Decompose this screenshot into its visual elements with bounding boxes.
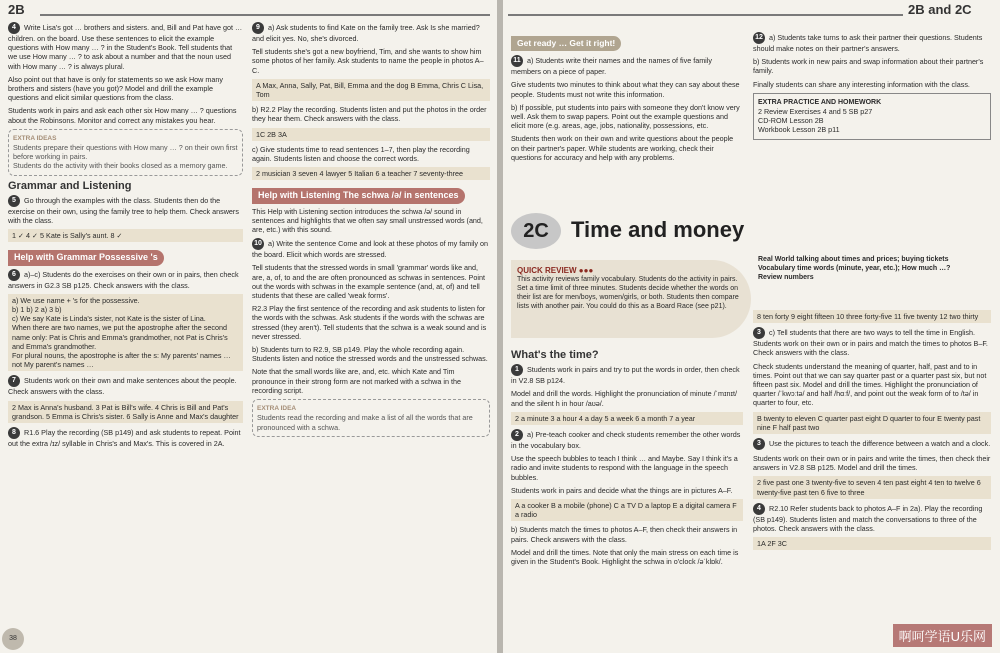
paragraph: R2.3 Play the first sentence of the recording and ask students to listen for the words with the schwas. Ask students if the words with the schwas are stressed (they aren't). Tell students that the schwa is a weak sound and is never stressed. — [252, 304, 487, 341]
step-text: R1.6 Play the recording (SB p149) and ask students to repeat. Point out the extra /ɪz/ syllable in Chris's and Max's. This is covered in 2A. — [8, 428, 241, 449]
answer-box: B twenty to eleven C quarter past eight D quarter to four E twenty past nine F half past two — [753, 412, 991, 434]
step-text: Use the pictures to teach the difference between a watch and a clock. — [769, 438, 991, 448]
left-page — [0, 0, 497, 653]
paragraph: Model and drill the times. Note that only the main stress on each time is given in the Student's Book. Highlight the schwa in o'clock /əˈklɒk/. — [511, 547, 739, 567]
practice-item: 2 Review Exercises 4 and 5 SB p27 — [758, 107, 873, 117]
extra-idea: Students read the recording and make a list of all the words that are pronounced with a schwa. — [257, 413, 473, 432]
help-with-listening-tab: Help with Listening The schwa /ə/ in sentences — [252, 188, 465, 203]
paragraph: This Help with Listening section introduces the schwa /ə/ sound in sentences and highlights that we often say small unstressed words (and, are, etc.) with this sound. — [252, 206, 483, 235]
quick-review-heading: QUICK REVIEW ●●● — [517, 266, 594, 275]
step-number: 4 — [8, 22, 20, 34]
step-number: 3 — [753, 438, 765, 450]
step-text: a) Students write their names and the names of five family members on a piece of paper. — [511, 56, 712, 77]
extra-idea-heading: EXTRA IDEA — [257, 405, 297, 413]
get-ready-tab: Get ready … Get it right! — [511, 36, 621, 51]
paragraph: Students work on their own or in pairs and write the times, then check their answers in V2.8 SB p125. Model and drill the times. — [753, 454, 991, 473]
step-number: 4 — [753, 503, 765, 515]
paragraph: Students work in pairs and ask each other six How many … ? questions about the Robinsons. Monitor and correct any mistakes you hear. — [8, 106, 237, 125]
step-number: 3 — [753, 327, 765, 339]
paragraph: Finally students can share any interesting information with the class. — [753, 79, 970, 89]
watermark: 啊呵学语U乐网 — [893, 624, 992, 647]
lesson-title: Time and money — [571, 217, 745, 242]
help-with-grammar-tab: Help with Grammar Possessive 's — [8, 250, 164, 265]
paragraph: Also point out that have is only for statements so we ask How many brothers and sisters (have you got)? Model and drill the example questions and elicit similar questions from the class. — [8, 74, 223, 103]
answer-box: 2 a minute 3 a hour 4 a day 5 a week 6 a month 7 a year — [511, 412, 743, 425]
paragraph: Students then work on their own and write questions about the people on their partner's paper. While students are working, check their questions for accuracy and help with any problems. — [511, 134, 734, 162]
paragraph: b) If possible, put students into pairs with someone they don't know very well. Ask them to swap papers. Point out the example questions and elicit more (e.g. areas, age, jobs, nationality, possessions, etc. — [511, 102, 740, 131]
paragraph: Model and drill the words. Highlight the pronunciation of minute /ˈmɪnɪt/ and the silent h in hour /aʊə/. — [511, 389, 738, 408]
extra-ideas-heading: EXTRA IDEAS — [13, 134, 57, 142]
step-text: c) Tell students that there are two ways to tell the time in English. Students work on their own or in pairs and match the times to photos B–F. Check answers with the class. — [753, 328, 988, 358]
quick-review-text: This activity reviews family vocabulary. Students do the activity in pairs. Set a time limit of three minutes. Students decide whether the words on their list are for men/boys, women/girls, or both. Students then compare lists with another pair. You could do this as a Board Race (see p21). — [517, 276, 739, 310]
step-text: a)–c) Students do the exercises on their own or in pairs, then check answers in G2.3 SB p125. Check answers with the class. — [8, 269, 239, 290]
step-number: 2 — [511, 429, 523, 441]
step-number: 12 — [753, 32, 765, 44]
answer-line: a) We use name + 's for the possessive. — [12, 295, 140, 305]
paragraph: Use the speech bubbles to teach I think … and Maybe. Say I think it's a radio and invite students to respond with the language in the speech bubbles. — [511, 454, 738, 482]
paragraph: b) Students match the times to photos A–F, then check their answers in pairs. Check answers with the class. — [511, 525, 738, 544]
quick-review-box — [511, 260, 751, 338]
extra-idea: Students prepare their questions with How many … ? on their own first before working in pairs. — [13, 143, 238, 162]
page-number: 38 — [2, 628, 24, 650]
step-number: 5 — [8, 195, 20, 207]
answer-box: 2 musician 3 seven 4 lawyer 5 Italian 6 a teacher 7 seventy-three — [252, 167, 490, 180]
left-col-1 — [8, 22, 243, 632]
vocabulary-aim: Vocabulary time words (minute, year, etc.); How much …? — [758, 265, 951, 272]
paragraph: Tell students she's got a new boyfriend, Tim, and she wants to show him some photos of her family. Ask students to name the people in photos A–C. — [252, 47, 484, 75]
step-number: 10 — [252, 238, 264, 250]
left-page-label: 2B — [8, 2, 25, 17]
extra-practice-heading: EXTRA PRACTICE AND HOMEWORK — [758, 98, 882, 106]
step-text: Write Lisa's got … brothers and sisters. and, Bill and Pat have got … children. on the board. Use these sentences to elicit the example questions with How many … ? in the Student's Book. Tell students that we use How many … ? to ask about a number and that the noun used with How many … ? is always plural. — [8, 22, 243, 71]
real-world-aim: Real World talking about times and prices; buying tickets — [758, 256, 949, 263]
extra-ideas-box — [8, 129, 243, 176]
step-number: 11 — [511, 55, 523, 67]
section-heading: What's the time? — [511, 349, 599, 361]
extra-idea: Students do the activity with their books closed as a memory game. — [13, 161, 228, 171]
right-page-label: 2B and 2C — [908, 2, 972, 17]
answer-box: 8 ten forty 9 eight fifteen 10 three forty-five 11 five twenty 12 two thirty — [753, 310, 991, 323]
paragraph: Students work in pairs and decide what the things are in pictures A–F. — [511, 485, 733, 495]
right-col-1 — [511, 36, 743, 206]
lesson-badge: 2C — [511, 213, 561, 249]
answer-box: A a cooker B a mobile (phone) C a TV D a laptop E a digital camera F a radio — [511, 499, 743, 521]
step-text: Students work in pairs and try to put the words in order, then check in V2.8 SB p124. — [511, 365, 740, 386]
left-col-2 — [252, 22, 490, 627]
step-text: Go through the examples with the class. Students then do the exercise on their own, using the family tree to help them. Check answers with the class. — [8, 195, 239, 226]
extra-practice-box — [753, 93, 991, 140]
lesson-aims — [758, 255, 990, 301]
practice-item: Workbook Lesson 2B p11 — [758, 125, 840, 135]
right-page — [503, 0, 1000, 653]
answer-line: c) We say Kate is Linda's sister, not Kate is the sister of Lina. — [12, 314, 206, 324]
answer-line: For plural nouns, the apostrophe is after the s: My parents' names … not My parent's names … — [12, 351, 231, 370]
paragraph: b) Students work in new pairs and swap information about their partner's family. — [753, 57, 984, 76]
lesson-header — [511, 213, 811, 253]
answer-box: A Max, Anna, Sally, Pat, Bill, Emma and the dog B Emma, Chris C Lisa, Tom — [252, 79, 490, 101]
right-col-4 — [753, 308, 991, 633]
answer-box: 2 five past one 3 twenty-five to seven 4 ten past eight 4 ten to twelve 6 twenty-five past ten 6 five to three — [753, 476, 991, 498]
extra-idea-box — [252, 399, 490, 437]
step-text: Students work on their own and make sentences about the people. Check answers with the class. — [8, 376, 237, 397]
paragraph: b) R2.2 Play the recording. Students listen and put the photos in the order they hear them. Check answers with the class. — [252, 105, 487, 124]
paragraph: Tell students that the stressed words in small 'grammar' words like and, are, a, of, to and the are often pronounced as schwas in sentences. Point out the words with schwas in the example sentence (and, at, of) and tell students that these are called 'weak forms'. — [252, 263, 485, 301]
answer-line: b) 1 b) 2 a) 3 b) — [12, 305, 62, 315]
right-col-2 — [753, 32, 991, 202]
step-number: 7 — [8, 375, 20, 387]
top-rule — [40, 14, 490, 16]
step-text: a) Pre-teach cooker and check students remember the other words in the vocabulary box. — [511, 429, 741, 451]
paragraph: Check students understand the meaning of quarter, half, past and to in times. Point out that we can say quarter past or a quarter past six, but not fifteen past six. Model and drill the times. Highlight the pronunciation of quarter /ˈkwɔːtə/ and half /hɑːf/, and point out the weak form of to /tə/ in quarter to four, etc. — [753, 361, 987, 408]
answer-box: 1 ✓ 4 ✓ 5 Kate is Sally's aunt. 8 ✓ — [8, 229, 243, 242]
review-aim: Review numbers — [758, 274, 814, 281]
answer-box: 1C 2B 3A — [252, 128, 490, 141]
paragraph: Give students two minutes to think about what they can say about these people. Students must not write this information. — [511, 80, 740, 99]
answer-box: 2 Max is Anna's husband. 3 Pat is Bill's wife. 4 Chris is Bill and Pat's grandson. 5 Emma is Chris's sister. 6 Sally is Anne and Max's daughter — [8, 401, 243, 423]
step-text: R2.10 Refer students back to photos A–F in 2a). Play the recording (SB p149). Students listen and match the conversations to three of the photos. Check answers with the class. — [753, 503, 983, 534]
step-number: 8 — [8, 427, 20, 439]
practice-item: CD-ROM Lesson 2B — [758, 116, 824, 126]
step-number: 6 — [8, 269, 20, 281]
answer-box: 1A 2F 3C — [753, 537, 991, 550]
paragraph: c) Give students time to read sentences 1–7, then play the recording again. Students listen and choose the correct words. — [252, 144, 470, 164]
right-col-3 — [511, 345, 743, 635]
step-number: 1 — [511, 364, 523, 376]
step-number: 9 — [252, 22, 264, 34]
paragraph: b) Students turn to R2.9, SB p149. Play the whole recording again. Students listen and notice the stressed words and the unstressed schwas. — [252, 345, 488, 364]
top-rule — [508, 14, 903, 16]
answer-line: When there are two names, we put the apostrophe after the second name only: Pat is Chris and Emma's grandmother, not Pat is Chris's and Emma's grandmother. — [12, 323, 228, 351]
step-text: a) Students take turns to ask their partner their questions. Students should make notes on their partner's answers. — [753, 32, 983, 53]
step-text: a) Write the sentence Come and look at these photos of my family on the board. Elicit which words are stressed. — [252, 239, 488, 260]
step-text: a) Ask students to find Kate on the family tree. Ask Is she married? and elicit yes. No, she's divorced. — [252, 22, 480, 43]
paragraph: Note that the small words like are, and, etc. which Kate and Tim pronounce in their strong form are not marked with a schwa in the recording script. — [252, 367, 461, 395]
section-heading: Grammar and Listening — [8, 179, 132, 192]
answer-box — [8, 294, 243, 372]
